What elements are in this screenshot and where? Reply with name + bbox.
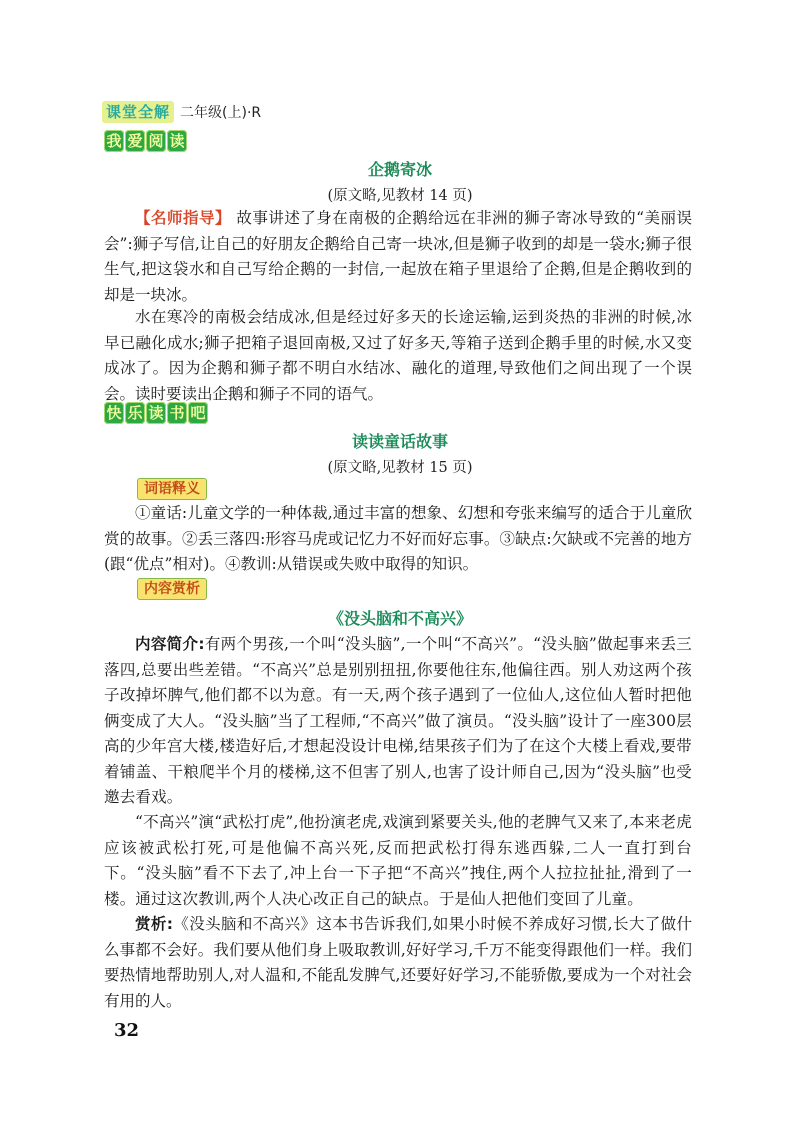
content-appreciation-tag: 内容赏析 (137, 578, 207, 600)
page-header (102, 100, 261, 124)
appreciation-text: 《没头脑和不高兴》这本书告诉我们,如果小时候不养成好习惯,长大了做什么事都不会好。我们要从他们身上吸取教训,好好学习,千万不能变得跟他们一样。我们要热情地帮助别人,对人温和,不能乱发脾气,还要好好学习,不能骄傲,要成为一个对社会有用的人。 (104, 915, 693, 1010)
banner-char: 乐 (125, 402, 145, 424)
word-meaning-paragraph: ①童话:儿童文学的一种体裁,通过丰富的想象、幻想和夸张来编写的适合于儿童欣赏的故事。②丢三落四:形容马虎或记忆力不好而好忘事。③缺点:欠缺或不完善的地方(跟“优点”相对)。④教训:从错误或失败中取得的知识。 (104, 504, 692, 573)
banner-char: 读 (167, 130, 187, 152)
banner-char: 读 (146, 402, 166, 424)
word-meaning-tag: 词语释义 (137, 478, 207, 500)
book-intro-text: 有两个男孩,一个叫“没头脑”,一个叫“不高兴”。“没头脑”做起事来丢三落四,总要出些差错。“不高兴”总是别别扭扭,你要他往东,他偏往西。别人劝这两个孩子改掉坏脾气,他们都不以为意。有一天,两个孩子遇到了一位仙人,这位仙人暂时把他俩变成了大人。“没头脑”当了工程师,“不高兴”做了演员。“没头脑”设计了一座300层高的少年宫大楼,楼造好后,才想起没设计电梯,结果孩子们为了在这个大楼上看戏,要带着铺盖、干粮爬半个月的楼梯,这不但害了别人,也害了设计师自己,因为“没头脑”也受邀去看戏。 (104, 635, 692, 806)
book-title: 《没头脑和不高兴》 (327, 609, 472, 628)
book-intro-paragraph (104, 632, 692, 811)
banner-char: 书 (167, 402, 187, 424)
section-banner-happy-reading (104, 402, 209, 424)
brand-label: 课堂全解 (102, 101, 174, 123)
section-banner-reading (104, 130, 188, 152)
banner-char: 吧 (188, 402, 208, 424)
chapter-source-note: (原文略,见教材 15 页) (327, 460, 473, 476)
grade-label: 二年级(上)·R (180, 105, 262, 121)
appreciation-paragraph (104, 912, 692, 1014)
story-source-note: (原文略,见教材 14 页) (327, 188, 473, 204)
book-intro-label: 内容简介: (135, 635, 205, 653)
banner-char: 我 (104, 130, 124, 152)
banner-char: 阅 (146, 130, 166, 152)
book-story-paragraph: “不高兴”演“武松打虎”,他扮演老虎,戏演到紧要关头,他的老脾气又来了,本来老虎应该被武松打死,可是他偏不高兴死,反而把武松打得东逃西躲,二人一直打到台下。“没头脑”看不下去了,冲上台一下子把“不高兴”拽住,两个人拉拉扯扯,滑到了一楼。通过这次教训,两个人决心改正自己的缺点。于是仙人把他们变回了儿童。 (104, 813, 692, 908)
teacher-guide-label: 【名师指导】 (135, 209, 231, 227)
banner-char: 快 (104, 402, 124, 424)
teacher-guide-text: 故事讲述了身在南极的企鹅给远在非洲的狮子寄冰导致的“美丽误会”:狮子写信,让自己的好朋友企鹅给自己寄一块冰,但是狮子收到的却是一袋水;狮子很生气,把这袋水和自己写给企鹅的一封信,一起放在箱子里退给了企鹅,但是企鹅收到的却是一块冰。 (104, 209, 692, 304)
story-title: 企鹅寄冰 (367, 160, 432, 179)
banner-char: 爱 (125, 130, 145, 152)
story-analysis-paragraph: 水在寒冷的南极会结成冰,但是经过好多天的长途运输,运到炎热的非洲的时候,冰早已融化成水;狮子把箱子退回南极,又过了好多天,等箱子送到企鹅手里的时候,水又变成冰了。因为企鹅和狮子都不明白水结冰、融化的道理,导致他们之间出现了一个误会。读时要读出企鹅和狮子不同的语气。 (104, 308, 692, 403)
appreciation-label: 赏析: (135, 915, 173, 933)
chapter-title: 读读童话故事 (351, 432, 448, 451)
page-number: 32 (114, 1020, 140, 1041)
teacher-guide-paragraph (104, 206, 692, 308)
